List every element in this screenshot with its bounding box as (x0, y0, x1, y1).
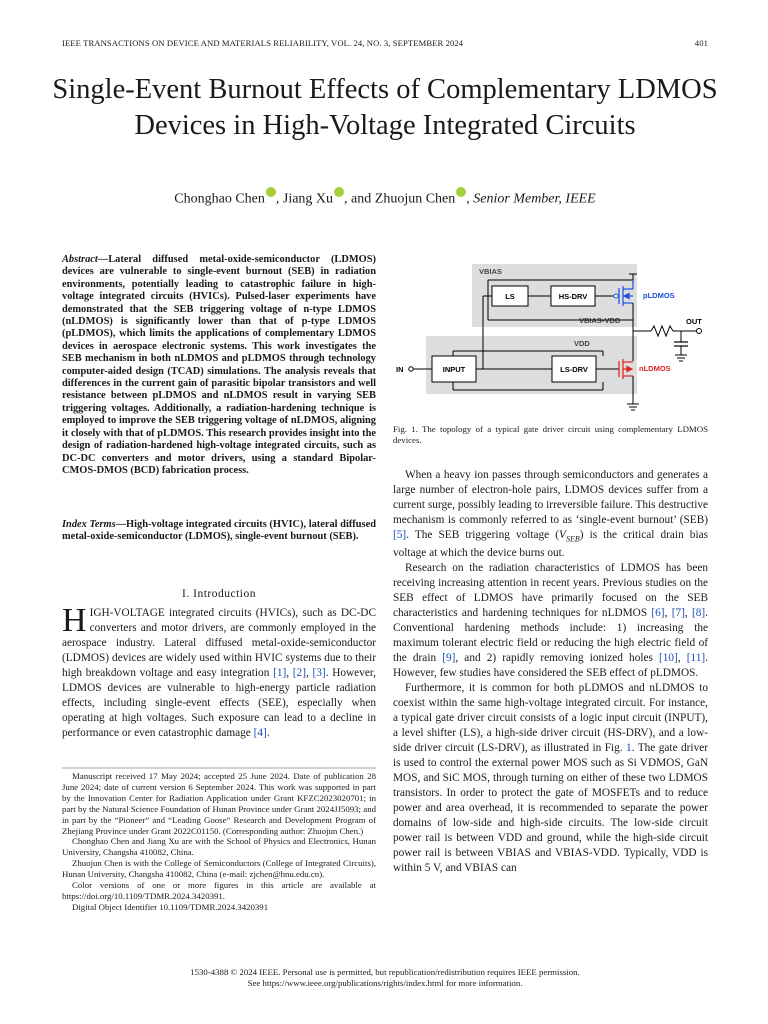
orcid-icon[interactable] (266, 187, 276, 197)
orcid-icon[interactable] (334, 187, 344, 197)
copyright-footer (40, 967, 730, 989)
author-suffix: Senior Member, IEEE (473, 191, 596, 207)
figure-link[interactable]: 1 (626, 742, 632, 755)
intro-paragraph: HIGH-VOLTAGE integrated circuits (HVICs), such as DC-DC converters and motor drivers, are commonly employed in the aerospace industry. Lateral diffused metal-oxide-semiconductor (LDMOS) devices are widely used within HVIC systems due to their high breakdown voltage and easy integration [1], [2], [3]. However, LDMOS devices are vulnerable to high-energy particle radiation effects, including single-event effects (SEE), especially when operating at high voltages. Such exposure can lead to a decline in performance or even catastrophic damage [4]. (62, 602, 376, 739)
citation-link[interactable]: [7] (671, 607, 685, 620)
author-1: Chonghao Chen (174, 191, 265, 207)
journal-line: IEEE TRANSACTIONS ON DEVICE AND MATERIALS RELIABILITY, VOL. 24, NO. 3, SEPTEMBER 2024 (62, 38, 464, 48)
footnote-affil-2: Zhuojun Chen is with the College of Semiconductors (College of Integrated Circuits), Hunan University, Changsha 410082, China (e-mail: zjchen@hnu.edu.cn). (62, 858, 376, 880)
abstract-label: Abstract (62, 254, 98, 265)
paragraph: When a heavy ion passes through semiconductors and generates a large number of electron-hole pairs, LDMOS devices suffer from a current surge, possibly leading to irreversible failure. This destructive mechanism is commonly referred to as ‘single-event burnout’ (SEB) [5]. The SEB triggering voltage $(V_{SEB})$ is the critical drain bias voltage at which the device burns out. (393, 469, 708, 560)
citation-link[interactable]: [10] (659, 652, 678, 665)
vbias-label: VBIAS (479, 267, 502, 276)
vdd-label: VDD (574, 339, 590, 348)
citation-link[interactable]: [3] (312, 667, 326, 679)
out-label: OUT (686, 317, 702, 326)
hsdrv-label: HS-DRV (558, 292, 588, 301)
circuit-figure (393, 258, 711, 418)
ls-label: LS (505, 292, 515, 301)
page-number: 401 (694, 38, 708, 48)
section-heading: I. Introduction (182, 588, 256, 600)
index-terms-label: Index Terms (62, 519, 116, 530)
citation-link[interactable]: [6] (651, 607, 665, 620)
citation-link[interactable]: [1] (273, 667, 287, 679)
footnotes (62, 771, 376, 913)
footnote-affil-1: Chonghao Chen and Jiang Xu are with the School of Physics and Electronics, Hunan University, Changsha 410082, China. (62, 836, 376, 858)
copyright-line: 1530-4388 © 2024 IEEE. Personal use is permitted, but republication/redistribution requires IEEE permission. (190, 967, 580, 977)
lsdrv-label: LS-DRV (560, 365, 588, 374)
paper-title: Single-Event Burnout Effects of Complementary LDMOS Devices in High-Voltage Integrated Circuits (52, 74, 718, 141)
citation-link[interactable]: [11] (686, 652, 706, 665)
abstract: Abstract—Lateral diffused metal-oxide-semiconductor (LDMOS) devices are vulnerable to single-event burnout (SEB) in radiation environments, potentially leading to catastrophic failure in high-voltage integrated circuits (HVICs). Pulsed-laser experiments have demonstrated that the SEB triggering voltage of n-type LDMOS (nLDMOS) is significantly lower than that of p-type LDMOS (pLDMOS), which limits the applications of complementary LDMOS devices in aerospace electronic systems. This work investigates the SEB mechanism in both nLDMOS and pLDMOS through technology computer-aided design (TCAD) simulations. The analysis reveals that differences in the current gain of parasitic bipolar transistors and well resistance between pLDMOS and nLDMOS result in varying SEB triggering voltages. Additionally, a radiation-hardening technique is employed to improve the SEB triggering voltage of nLDMOS, aligning it closely with that of pLDMOS. This research provides insight into the design of radiation-hardened high-voltage integrated circuits, such as DC-DC converters and motor drivers, using a standard Bipolar-CMOS-DMOS (BCD) fabrication process. (62, 254, 376, 476)
citation-link[interactable]: [8] (691, 607, 706, 620)
abstract-text: Lateral diffused metal-oxide-semiconductor (LDMOS) devices are vulnerable to single-event burnout (SEB) in radiation environments, potentially leading to catastrophic failure in high-voltage integrated circuits (HVICs). Pulsed-laser experiments have demonstrated that the SEB triggering voltage of n-type LDMOS (nLDMOS) is significantly lower than that of p-type LDMOS (pLDMOS), which limits the applications of complementary LDMOS devices in aerospace electronic systems. This work investigates the SEB mechanism in both nLDMOS and pLDMOS through technology computer-aided design (TCAD) simulations. The analysis reveals that differences in the current gain of parasitic bipolar transistors and well resistance between pLDMOS and nLDMOS result in varying SEB triggering voltages. Additionally, a radiation-hardening technique is employed to improve the SEB triggering voltage of nLDMOS, aligning it closely with that of pLDMOS. This research provides insight into the design of radiation-hardened high-voltage integrated circuits, such as DC-DC converters and motor drivers, using a standard Bipolar-CMOS-DMOS (BCD) fabrication process. (62, 254, 376, 476)
right-column-text (393, 468, 708, 876)
footnote-color: Color versions of one or more figures in this article are available at https://doi.org/10.1109/TDMR.2024.3420391. (62, 880, 376, 901)
paragraph: Research on the radiation characteristics of LDMOS has been receiving increasing attention in recent years. Previous studies on the SEB effect of LDMOS have primarily focused on the SEB characteristics and hardening techniques for nLDMOS [6], [7], [8]. Conventional hardening methods include: 1) increasing the maximum tolerant electric field or reducing the high electric field of the drain [9], and 2) rapidly removing ionized holes [10], [11]. However, few studies have considered the SEB effect of pLDMOS. (393, 562, 708, 680)
paragraph: Furthermore, it is common for both pLDMOS and nLDMOS to coexist within the same high-voltage integrated circuit. For instance, a typical gate driver circuit consists of a logic input circuit (INPUT), a level shifter (LS), a high-side driver circuit (HS-DRV), and a low-side driver circuit (LS-DRV), as illustrated in Fig. 1. The gate driver is used to control the external power MOS such as Si VDMOS, GaN MOS, and SiC MOS, through turning on either of these two LDMOS transistors. In order to protect the gate of MOSFETs and to reduce power and area overhead, it is recommended to separate the power domains of low-side and high-side circuits. The low-side circuit power rail is between VDD and ground, while the high-side circuit power rail is between VBIAS and VBIAS-VDD. Typically, VDD is within 5 V, and VBIAS can (393, 682, 708, 875)
in-label: IN (396, 365, 404, 374)
vbias-vdd-label: VBIAS-VDD (579, 316, 621, 325)
citation-link[interactable]: [9] (442, 652, 456, 665)
orcid-icon[interactable] (456, 187, 466, 197)
drop-cap: H (62, 602, 87, 639)
citation-link[interactable]: [2] (292, 667, 306, 679)
footnote-doi: Digital Object Identifier 10.1109/TDMR.2024.3420391 (72, 901, 269, 912)
rights-line: See https://www.ieee.org/publications/rights/index.html for more information. (247, 978, 523, 988)
running-header (62, 38, 708, 48)
footnote-manuscript: Manuscript received 17 May 2024; accepted 25 June 2024. Date of publication 28 June 2024; date of current version 6 September 2024. This work was supported in part by the Innovation Center for Radiation Application under Grant KFZC2023020701; in part by the Natural Science Foundation of Hunan Province under Grant 2024JJ5093; and in part by the “Pioneer” and “Leading Goose” Research and Development Program of Zhejiang Province under Grant 2022C01150. (Corresponding author: Zhuojun Chen.) (62, 771, 376, 836)
author-3: and Zhuojun Chen (351, 191, 456, 207)
citation-link[interactable]: [4] (253, 727, 267, 739)
citation-link[interactable]: [5] (393, 529, 407, 541)
index-terms-text: High-voltage integrated circuits (HVIC), lateral diffused metal-oxide-semiconductor (LDMOS), single-event burnout (SEB). (62, 519, 376, 543)
author-line: Chonghao Chen , Jiang Xu , and Zhuojun Chen , Senior Member, IEEE (40, 187, 730, 208)
index-terms: Index Terms—High-voltage integrated circuits (HVIC), lateral diffused metal-oxide-semiconductor (LDMOS), single-event burnout (SEB). (62, 519, 376, 543)
pldmos-label: pLDMOS (643, 291, 675, 300)
input-label: INPUT (442, 365, 466, 374)
author-2: Jiang Xu (282, 191, 334, 207)
footnote-rule (62, 767, 376, 769)
nldmos-label: nLDMOS (639, 364, 671, 373)
figure-caption: Fig. 1. The topology of a typical gate driver circuit using complementary LDMOS devices. (393, 424, 708, 445)
load-resistor (651, 326, 673, 336)
